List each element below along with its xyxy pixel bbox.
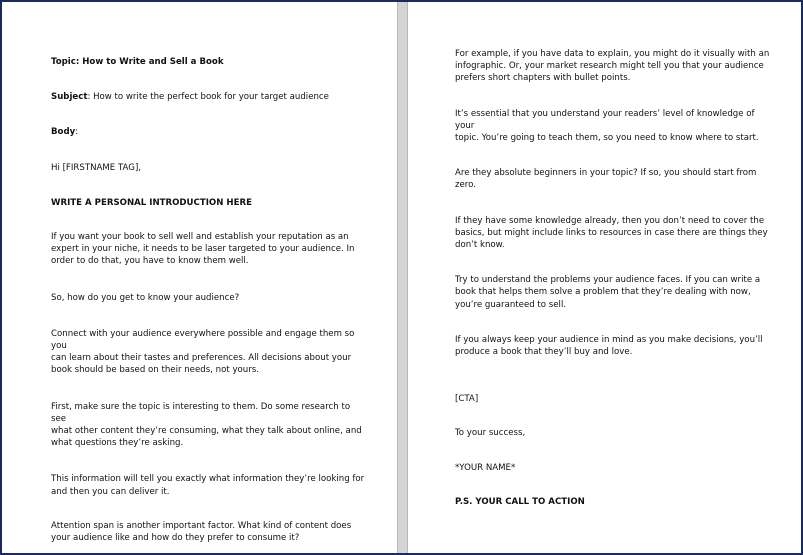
body-label: Body	[51, 127, 76, 138]
paragraph: If you always keep your audience in mind as you make decisions, you’ll produce a book that they’ll buy and love.	[455, 334, 763, 358]
body-line	[51, 126, 367, 138]
subject-line	[51, 91, 367, 103]
intro-heading: WRITE A PERSONAL INTRODUCTION HERE	[51, 197, 252, 208]
subject-label: Subject	[51, 92, 88, 103]
cta-placeholder: [CTA]	[455, 394, 479, 405]
signature-name: *YOUR NAME*	[455, 462, 516, 473]
document-viewer	[2, 2, 801, 553]
paragraph: For example, if you have data to explain, you might do it visually with an infographic. Or, your market research might tell you that your audience prefers short chapters with bullet points.	[455, 49, 770, 84]
subject-text: : How to write the perfect book for your target audience	[87, 92, 329, 103]
paragraph: So, how do you get to know your audience?	[51, 292, 240, 303]
ps-line: P.S. YOUR CALL TO ACTION	[455, 496, 585, 507]
page-gutter	[397, 2, 408, 553]
greeting: Hi [FIRSTNAME TAG],	[51, 162, 142, 173]
topic-line: Topic: How to Write and Sell a Book	[51, 57, 224, 67]
page-left	[2, 2, 397, 553]
paragraph: If they have some knowledge already, then you don’t need to cover the basics, but might include links to resources in case there are things they don’t know.	[455, 215, 768, 251]
paragraph: It’s essential that you understand your readers’ level of knowledge of your topic. You’re going to teach them, so you need to know where to start.	[455, 108, 759, 144]
page-right	[408, 2, 801, 553]
paragraph: Try to understand the problems your audience faces. If you can write a book that helps them solve a problem that they’re dealing with now, you’re guaranteed to sell.	[455, 275, 761, 310]
paragraph: Connect with your audience everywhere possible and engage them so you can learn about their tastes and preferences. All decisions about your book should be based on their needs, not yours.	[51, 328, 355, 376]
closing-line: To your success,	[455, 428, 526, 439]
paragraph: Attention span is another important factor. What kind of content does your audience like and how do they prefer to consume it?	[51, 520, 352, 544]
paragraph: First, make sure the topic is interesting to them. Do some research to see what other content they’re consuming, what they talk about online, and what questions they’re asking.	[51, 401, 362, 449]
paragraph: If you want your book to sell well and establish your reputation as an expert in your niche, it needs to be laser targeted to your audience. In order to do that, you have to know them well.	[51, 232, 355, 267]
paragraph: Are they absolute beginners in your topic? If so, you should start from zero.	[455, 168, 757, 191]
body-colon: :	[75, 127, 79, 138]
paragraph: This information will tell you exactly what information they’re looking for and then you can deliver it.	[51, 474, 365, 497]
